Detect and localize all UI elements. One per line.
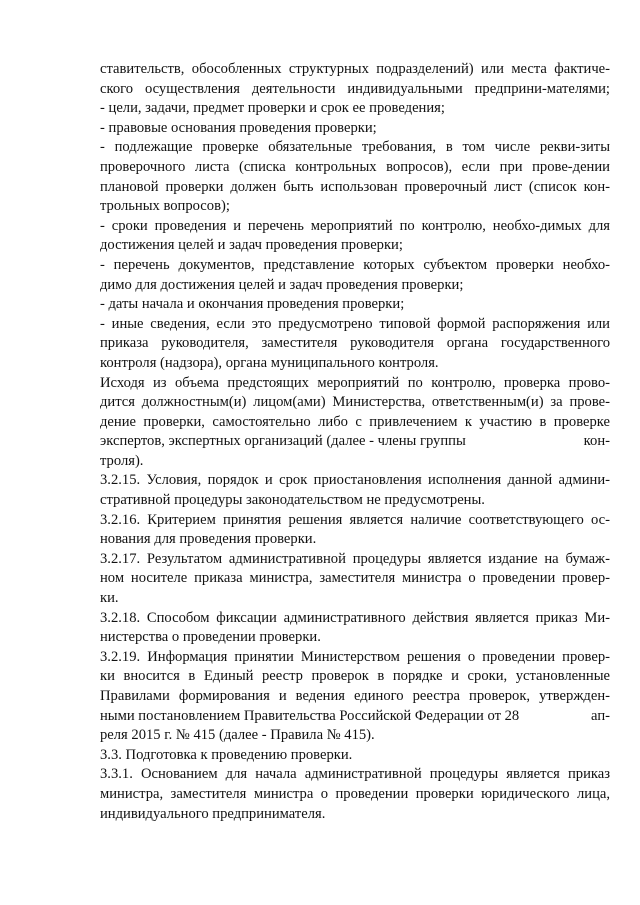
text-line: ставительств, обособленных структурных подразделений) или места фактиче- [100, 61, 610, 77]
text-line: плановой проверки должен быть использован проверочный лист (список кон- [100, 178, 610, 195]
text-line: Исходя из объема предстоящих мероприятий по контролю, проверка прово- [100, 374, 610, 391]
text-line: 3.2.15. Условия, порядок и срок приостановления исполнения данной админи- [100, 472, 610, 489]
text-line: - сроки проведения и перечень мероприятий по контролю, необхо-димых для [100, 217, 610, 234]
text-fragment: кон- [583, 433, 610, 450]
text-line: - цели, задачи, предмет проверки и срок ее проведения; [100, 100, 445, 117]
text-line: - подлежащие проверке обязательные требования, в том числе рекви-зиты [100, 139, 610, 156]
text-line: дится должностным(и) лицом(ами) Министерства, ответственным(и) за прове- [100, 394, 610, 411]
text-line: троля). [100, 452, 144, 469]
document-page [100, 60, 610, 824]
text-line: - правовые основания проведения проверки; [100, 119, 377, 136]
text-line: 3.3. Подготовка к проведению проверки. [100, 746, 353, 763]
text-line: - иные сведения, если это предусмотрено типовой формой распоряжения или [100, 315, 610, 332]
text-fragment: ап- [591, 707, 610, 724]
text-line: 3.2.17. Результатом административной процедуры является издание на бумаж- [100, 550, 610, 567]
text-line: стративной процедуры законодательством не предусмотрены. [100, 492, 485, 509]
text-line: димо для достижения целей и задач проведения проверки; [100, 276, 464, 293]
text-line: 3.2.18. Способом фиксации административного действия является приказ Ми- [100, 609, 610, 626]
text-line: дение проверки, самостоятельно либо с привлечением к участию в проверке [100, 413, 610, 430]
text-line: реля 2015 г. № 415 (далее - Правила № 415). [100, 727, 375, 744]
text-line: трольных вопросов); [100, 198, 230, 215]
text-line: контроля (надзора), органа муниципального контроля. [100, 354, 439, 371]
text-line: ки. [100, 590, 119, 607]
text-line: ского осуществления деятельности индивидуальными предприни-мателями; [100, 80, 610, 97]
text-line-split [100, 432, 610, 452]
text-fragment: экспертов, экспертных организаций (далее - члены группы [100, 433, 466, 450]
text-line: 3.2.16. Критерием принятия решения является наличие соответствующего ос- [100, 511, 610, 528]
text-line: ки вносится в Единый реестр проверок в порядке и сроки, установленные [100, 668, 610, 685]
text-line: Правилами формирования и ведения единого реестра проверок, утвержден- [100, 688, 610, 704]
text-line: министра, заместителя министра о проведении проверки юридического лица, [100, 785, 610, 802]
text-line: ном носителе приказа министра, заместителя министра о проведении провер- [100, 570, 610, 587]
text-line: 3.2.19. Информация принятии Министерством решения о проведении провер- [100, 648, 610, 665]
text-line: 3.3.1. Основанием для начала административной процедуры является приказ [100, 766, 610, 783]
text-line: нования для проведения проверки. [100, 531, 317, 548]
text-line: проверочного листа (списка контрольных вопросов), если при прове-дении [100, 158, 610, 175]
text-line: индивидуального предпринимателя. [100, 805, 326, 822]
text-line: - даты начала и окончания проведения проверки; [100, 296, 405, 313]
text-line-split [100, 707, 610, 727]
text-fragment: ными постановлением Правительства Российской Федерации от 28 [100, 707, 520, 724]
text-line: нистерства о проведении проверки. [100, 629, 321, 646]
text-line: - перечень документов, представление которых субъектом проверки необхо- [100, 256, 610, 273]
text-line: приказа руководителя, заместителя руководителя органа государственного [100, 335, 610, 352]
text-line: достижения целей и задач проведения проверки; [100, 237, 403, 254]
